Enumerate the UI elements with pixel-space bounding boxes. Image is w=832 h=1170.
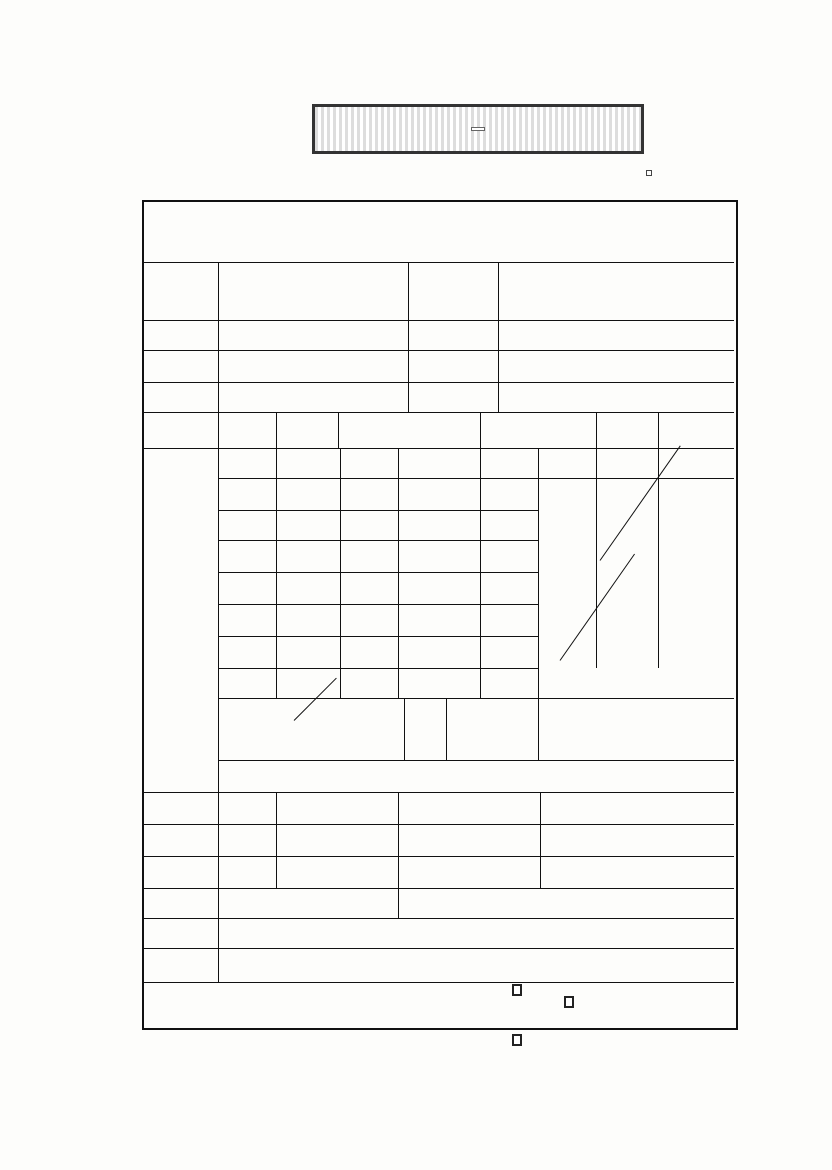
tech-seal [512,984,522,996]
side-stamp-right [646,170,652,176]
serial-number [536,236,542,261]
chief-seal [512,1034,522,1046]
top-stamp [312,104,644,154]
permit-form [142,200,738,1030]
approval-seal [564,996,574,1008]
